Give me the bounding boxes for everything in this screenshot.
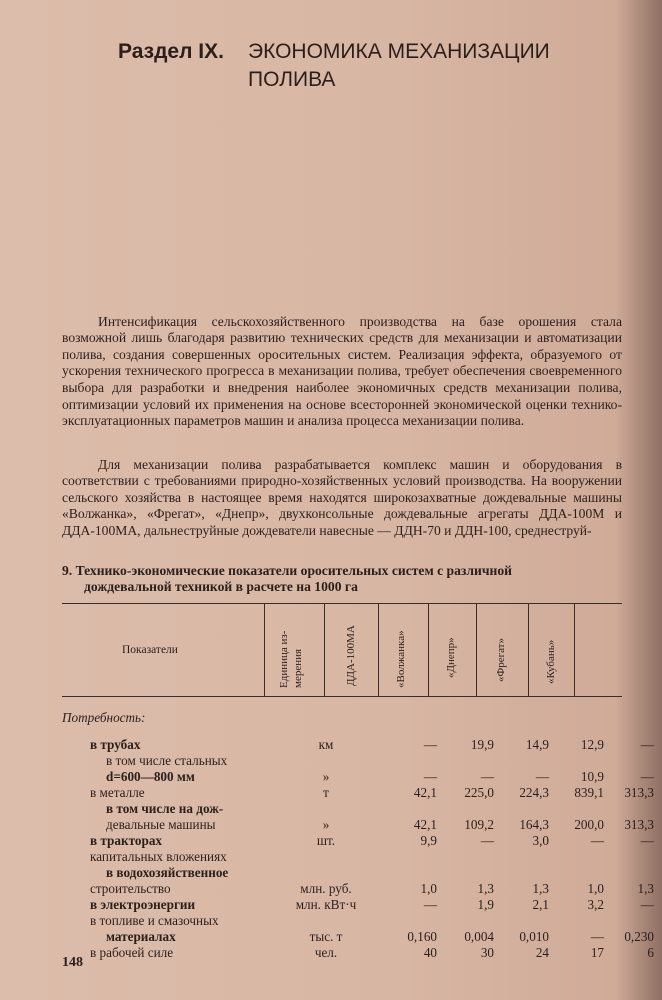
cell: 1,3 <box>477 881 494 896</box>
table-row <box>62 849 632 865</box>
cell: 0,230 <box>624 929 654 944</box>
cell: 2,1 <box>532 897 549 912</box>
cell: 1,3 <box>637 881 654 896</box>
column-divider <box>428 604 429 696</box>
cell: 12,9 <box>580 737 604 752</box>
row-unit: млн. руб. <box>300 881 352 896</box>
column-divider <box>528 604 529 696</box>
table-caption-line1: 9. Технико-экономические показатели оросительных систем с различной <box>62 563 512 578</box>
cell: 40 <box>423 945 437 960</box>
cell: 1,0 <box>587 881 604 896</box>
cell: 3,2 <box>587 897 604 912</box>
table-row <box>62 865 632 881</box>
cell: — <box>640 833 654 848</box>
cell: — <box>640 737 654 752</box>
column-divider <box>378 604 379 696</box>
row-label: в тракторах <box>90 833 163 848</box>
table-row <box>62 769 654 785</box>
header-col-kuban: «Кубань» <box>545 639 557 684</box>
section-heading <box>118 38 618 94</box>
cell: 0,010 <box>519 929 549 944</box>
cell: — <box>480 769 494 784</box>
cell: 17 <box>590 945 604 960</box>
row-unit: млн. кВт·ч <box>295 897 357 912</box>
table-row <box>62 929 654 945</box>
header-col-dda100ma: ДДА-100МА <box>345 625 357 686</box>
cell: 10,9 <box>580 769 604 784</box>
cell: 3,0 <box>532 833 549 848</box>
page-number: 148 <box>62 955 83 970</box>
cell: 24 <box>535 945 549 960</box>
table-row <box>62 801 632 817</box>
column-divider <box>476 604 477 696</box>
row-unit: » <box>322 817 330 832</box>
row-label: строительство <box>90 881 171 896</box>
table-row <box>62 737 654 753</box>
header-unit-line2: мерения <box>292 648 304 688</box>
row-label: в металле <box>90 785 145 800</box>
column-divider <box>264 604 265 696</box>
cell: — <box>423 737 437 752</box>
cell: 9,9 <box>420 833 437 848</box>
cell: 313,3 <box>624 785 654 800</box>
cell: — <box>590 833 604 848</box>
row-label: девальные машины <box>106 817 216 832</box>
cell: 164,3 <box>519 817 549 832</box>
row-label: в том числе стальных <box>106 753 228 768</box>
cell: 1,9 <box>477 897 494 912</box>
cell: 839,1 <box>574 785 604 800</box>
cell: — <box>640 769 654 784</box>
table-row <box>62 881 654 897</box>
table-caption-line2: дождевальной техникой в расчете на 1000 га <box>84 579 358 594</box>
row-label: в том числе на дож- <box>106 801 224 816</box>
group-title-text: Потребность: <box>62 710 146 725</box>
cell: 109,2 <box>464 817 494 832</box>
header-col-fregat: «Фрегат» <box>495 638 507 682</box>
section-title-line2: ПОЛИВА <box>248 68 336 91</box>
cell: 14,9 <box>525 737 549 752</box>
table-row <box>62 897 654 913</box>
header-col-volzhanka: «Волжанка» <box>395 630 407 688</box>
row-unit: » <box>322 769 330 784</box>
cell: — <box>590 929 604 944</box>
cell: — <box>640 897 654 912</box>
table-caption <box>62 563 622 595</box>
row-label: в топливе и смазочных <box>90 913 219 928</box>
row-label: в трубах <box>90 737 141 752</box>
row-label: в водохозяйственное <box>106 865 229 880</box>
cell: — <box>480 833 494 848</box>
header-col-dnepr: «Днепр» <box>445 637 457 678</box>
cell: 224,3 <box>519 785 549 800</box>
cell: 19,9 <box>470 737 494 752</box>
row-label: капитальных вложениях <box>90 849 227 864</box>
row-unit: шт. <box>316 833 336 848</box>
table-row <box>62 753 632 769</box>
cell: 1,0 <box>420 881 437 896</box>
cell: 313,3 <box>624 817 654 832</box>
row-unit: тыс. т <box>309 929 343 944</box>
cell: 0,160 <box>407 929 437 944</box>
column-divider <box>574 604 575 696</box>
row-label: материалах <box>106 929 176 944</box>
table-group-title <box>62 710 632 726</box>
table-row <box>62 785 654 801</box>
cell: 0,004 <box>464 929 494 944</box>
cell: 1,3 <box>532 881 549 896</box>
paragraph-1: Интенсификация сельскохозяйственного производства на базе орошения стала возможной лишь благодаря развитию технических средств для механизации и автоматизации полива, создания совершенных оросительных систем. Реализация эффекта, образуемого от ускорения технического прогресса в механизации полива, требует обеспечения своевременного выбора для разработки и внедрения наиболее экономичных средств механизации полива, оптимизации условий их применения на основе всесторонней экономической оценки технико-эксплуатационных параметров машин и анализа процесса механизации полива. <box>62 313 622 429</box>
cell: 6 <box>647 945 654 960</box>
header-unit-line1: Единица из- <box>278 630 290 688</box>
row-unit: км <box>318 737 334 752</box>
table-row <box>62 817 654 833</box>
paragraph-2: Для механизации полива разрабатывается комплекс машин и оборудования в соответствии с требованиями природно-хозяйственных условий производства. На вооружении сельского хозяйства в настоящее время находятся широкозахватные дождевальные машины «Волжанка», «Фрегат», «Днепр», двухконсольные дождевальные агрегаты ДДА-100М и ДДА-100МА, дальнеструйные дождеватели навесные — ДДН-70 и ДДН-100, среднеструй- <box>62 456 622 538</box>
section-number: Раздел IX. <box>118 40 224 63</box>
cell: — <box>535 769 549 784</box>
cell: 42,1 <box>413 785 437 800</box>
table-row <box>62 945 654 961</box>
column-divider <box>324 604 325 696</box>
cell: — <box>423 897 437 912</box>
row-label: в электроэнергии <box>90 897 196 912</box>
table-row <box>62 913 632 929</box>
row-unit: т <box>323 785 329 800</box>
cell: 225,0 <box>464 785 494 800</box>
cell: 30 <box>480 945 494 960</box>
table-row <box>62 833 654 849</box>
cell: 42,1 <box>413 817 437 832</box>
section-title-line1: ЭКОНОМИКА МЕХАНИЗАЦИИ <box>248 40 550 63</box>
cell: — <box>423 769 437 784</box>
row-label: в рабочей силе <box>90 945 174 960</box>
cell: 200,0 <box>574 817 604 832</box>
header-indicators: Показатели <box>122 644 178 656</box>
row-label: d=600—800 мм <box>106 769 195 784</box>
table-header <box>62 603 622 697</box>
row-unit: чел. <box>314 945 338 960</box>
